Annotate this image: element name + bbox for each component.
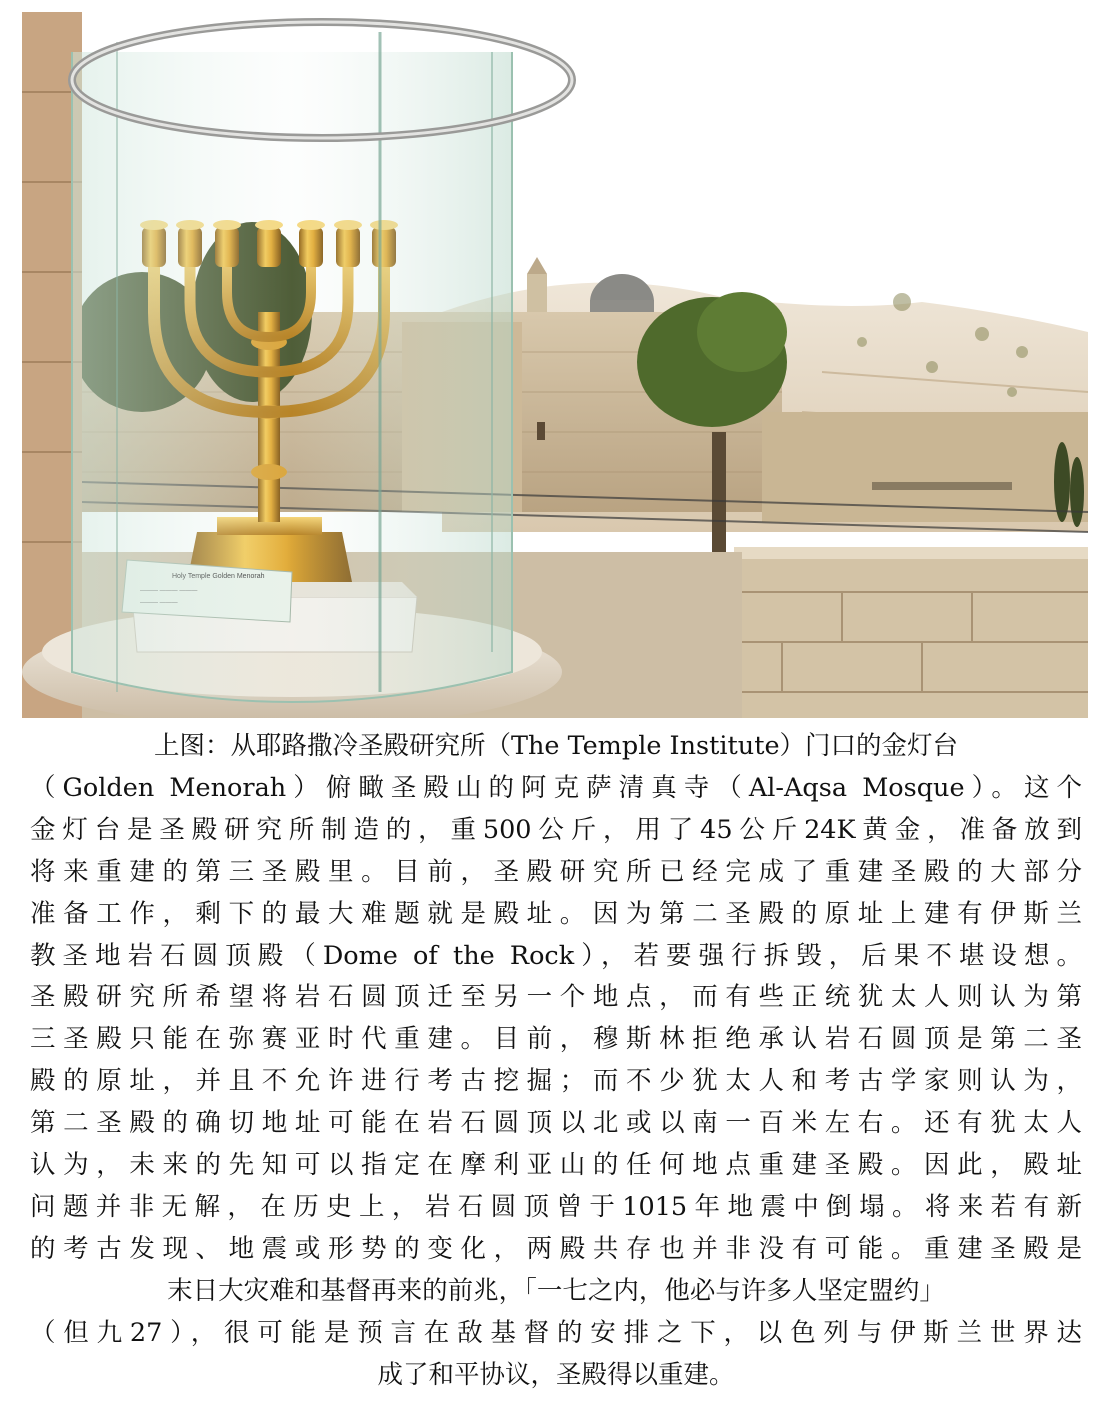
- caption-line: 的考古发现、地震或形势的变化，两殿共存也并非没有可能。重建圣殿是: [30, 1233, 1082, 1264]
- caption-line: 准备工作，剩下的最大难题就是殿址。因为第二圣殿的原址上建有伊斯兰: [30, 898, 1082, 929]
- caption-line: 末日大灾难和基督再来的前兆，「一七之内，他必与许多人坚定盟约」: [167, 1275, 945, 1306]
- menorah-photo: [22, 12, 1088, 718]
- caption-line: （但九27），很可能是预言在敌基督的安排之下，以色列与伊斯兰世界达: [30, 1317, 1082, 1348]
- caption-line: 第二圣殿的确切地址可能在岩石圆顶以北或以南一百米左右。还有犹太人: [30, 1108, 1082, 1139]
- caption-line: 成了和平协议，圣殿得以重建。: [377, 1359, 735, 1390]
- caption-line: 圣殿研究所希望将岩石圆顶迁至另一个地点，而有些正统犹太人则认为第: [30, 982, 1082, 1013]
- caption-line: 将来重建的第三圣殿里。目前，圣殿研究所已经完成了重建圣殿的大部分: [30, 856, 1082, 887]
- caption-line: 上图：从耶路撒冷圣殿研究所（The Temple Institute）门口的金灯台: [153, 731, 959, 761]
- caption-line: 教圣地岩石圆顶殿（Dome of the Rock），若要强行拆毁，后果不堪设想。: [30, 940, 1082, 971]
- caption-line: （Golden Menorah）俯瞰圣殿山的阿克萨清真寺（Al-Aqsa Mosque）。这个: [30, 772, 1082, 803]
- caption-line: 问题并非无解，在历史上，岩石圆顶曾于1015年地震中倒塌。将来若有新: [30, 1191, 1082, 1222]
- caption-line: 认为，未来的先知可以指定在摩利亚山的任何地点重建圣殿。因此，殿址: [30, 1150, 1082, 1181]
- caption-line: 三圣殿只能在弥赛亚时代重建。目前，穆斯林拒绝承认岩石圆顶是第二圣: [30, 1024, 1082, 1055]
- caption-line: 殿的原址，并且不允许进行考古挖掘；而不少犹太人和考古学家则认为，: [30, 1066, 1082, 1097]
- caption-text: [30, 726, 1082, 1397]
- caption-line: 金灯台是圣殿研究所制造的，重500公斤，用了45公斤24K黄金，准备放到: [30, 814, 1082, 845]
